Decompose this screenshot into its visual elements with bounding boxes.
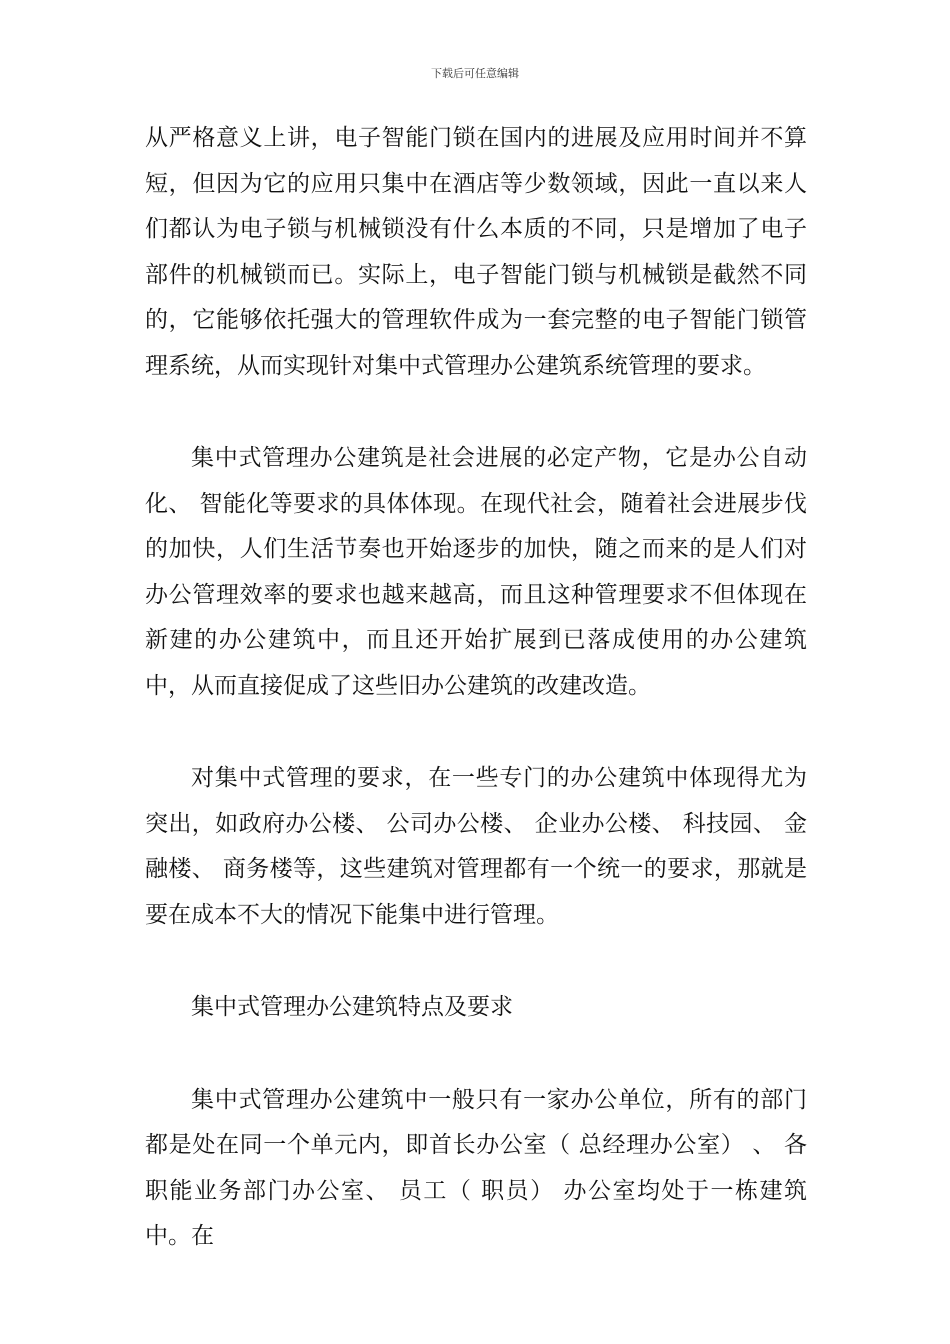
paragraph-gap	[145, 709, 807, 756]
paragraph-1: 从严格意义上讲，电子智能门锁在国内的进展及应用时间并不算短，但因为它的应用只集中在酒店等少数领域，因此一直以来人们都认为电子锁与机械锁没有什么本质的不同，只是增加了电子部件的机械锁而已。实际上，电子智能门锁与机械锁是截然不同的，它能够依托强大的管理软件成为一套完整的电子智能门锁管理系统，从而实现针对集中式管理办公建筑系统管理的要求。	[145, 125, 807, 379]
document-body	[145, 116, 807, 1260]
paragraph-2: 集中式管理办公建筑是社会进展的必定产物，它是办公自动化、 智能化等要求的具体体现。在现代社会，随着社会进展步伐的加快，人们生活节奏也开始逐步的加快，随之而来的是人们对办公管理效率的要求也越来越高，而且这种管理要求不但体现在新建的办公建筑中，而且还开始扩展到已落成使用的办公建筑中，从而直接促成了这些旧办公建筑的改建改造。	[145, 445, 807, 699]
paragraph-3: 对集中式管理的要求，在一些专门的办公建筑中体现得尤为突出，如政府办公楼、 公司办公楼、 企业办公楼、 科技园、 金融楼、 商务楼等，这些建筑对管理都有一个统一的要求，那就是要在成本不大的情况下能集中进行管理。	[145, 765, 807, 928]
paragraph-gap	[145, 389, 807, 436]
paragraph-gap	[145, 938, 807, 985]
page-header: 下载后可任意编辑	[431, 67, 519, 80]
paragraph-gap	[145, 1031, 807, 1078]
section-heading: 集中式管理办公建筑特点及要求	[191, 994, 513, 1020]
paragraph-4: 集中式管理办公建筑中一般只有一家办公单位，所有的部门都是处在同一个单元内，即首长办公室（ 总经理办公室） 、 各职能业务部门办公室、 员工（ 职员） 办公室均处于一栋建筑中。在	[145, 1086, 807, 1249]
